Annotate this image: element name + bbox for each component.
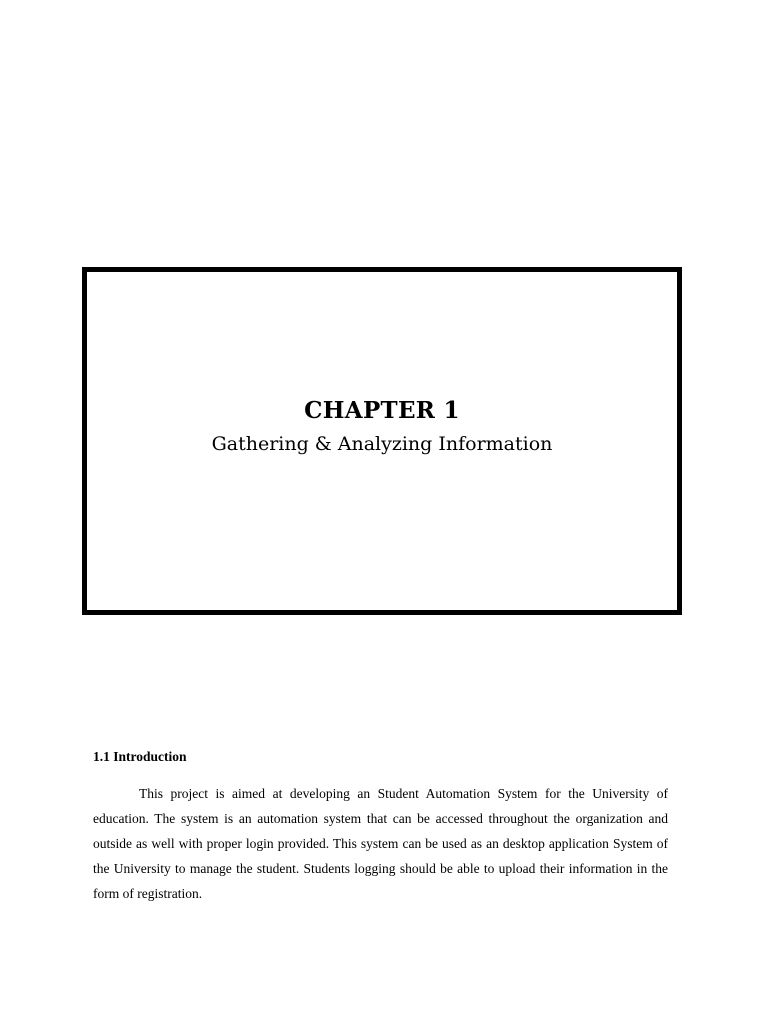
chapter-subtitle: Gathering & Analyzing Information bbox=[211, 433, 553, 455]
chapter-title-box bbox=[82, 267, 682, 615]
section-heading: 1.1 Introduction bbox=[93, 749, 187, 764]
chapter-heading: CHAPTER 1 bbox=[304, 397, 460, 424]
section-paragraph: This project is aimed at developing an Student Automation System for the University of education. The system is an automation system that can be accessed throughout the organization and outside as well with proper login provided. This system can be used as an desktop application System of the University to manage the student. Students logging should be able to upload their information in the form of registration. bbox=[93, 786, 668, 901]
